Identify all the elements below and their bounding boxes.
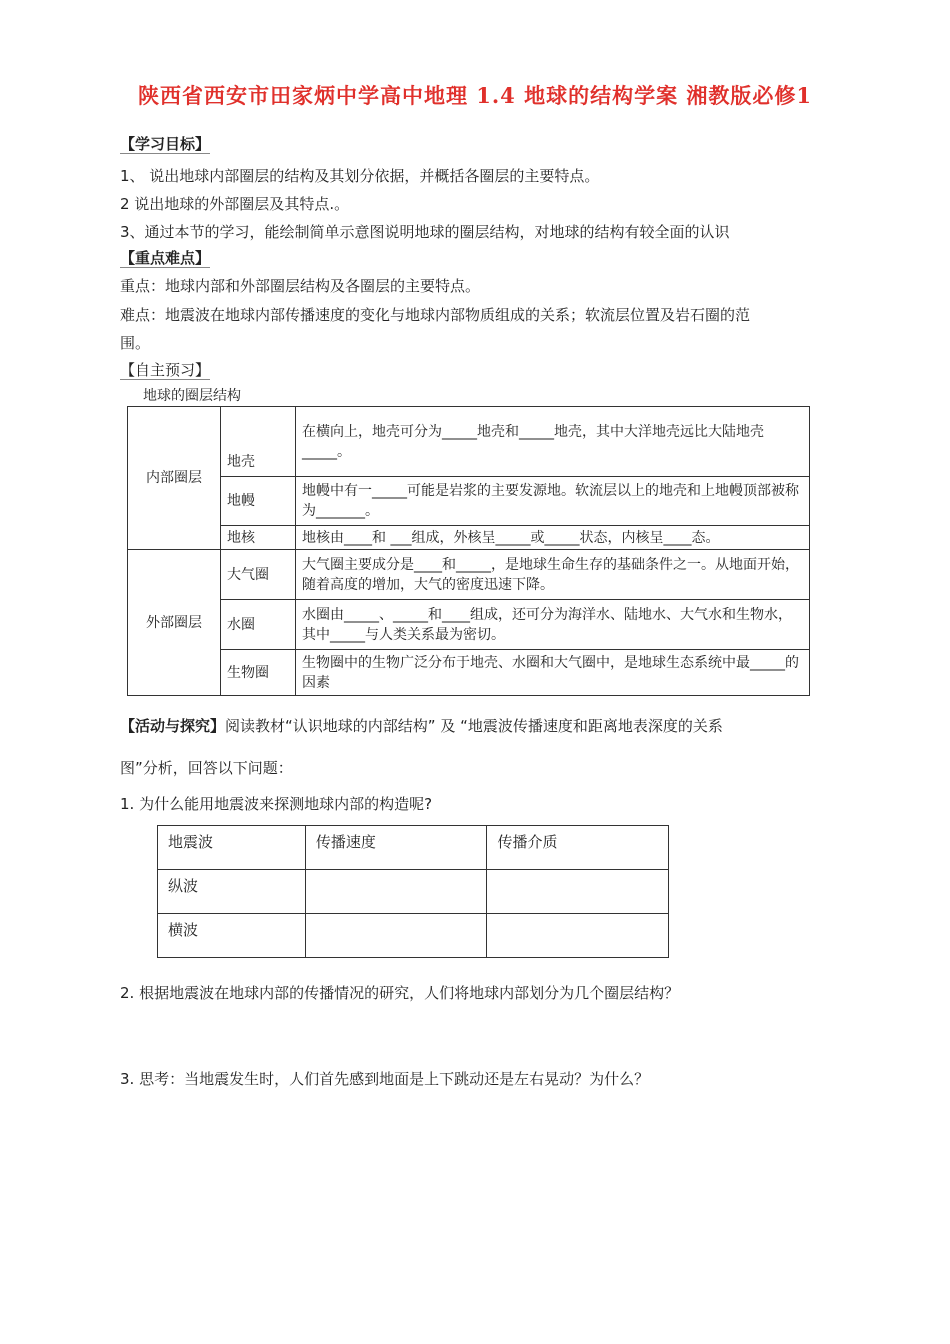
key-points-header: 【重点难点】 xyxy=(120,249,211,267)
preview-header: 【自主预习】 xyxy=(120,361,211,379)
layer-description: 地幔中有一_____可能是岩浆的主要发源地。软流层以上的地壳和上地幔顶部被称为_______。 xyxy=(296,477,810,526)
seismic-wave-table xyxy=(157,825,669,958)
layer-name: 地幔 xyxy=(221,477,296,526)
layer-name: 水圈 xyxy=(221,600,296,650)
table-header: 传播速度 xyxy=(305,826,487,870)
activity-intro: 【活动与探究】阅读教材“认识地球的内部结构” 及 “地震波传播速度和距离地表深度的关系 xyxy=(120,717,723,735)
question-1: 1. 为什么能用地震波来探测地球内部的构造呢? xyxy=(120,795,433,813)
difficulty-text: 难点：地震波在地球内部传播速度的变化与地球内部物质组成的关系；软流层位置及岩石圈的范 xyxy=(120,306,751,324)
inner-layers-label: 内部圈层 xyxy=(128,407,221,550)
layer-description: 大气圈主要成分是____和_____，是地球生命生存的基础条件之一。从地面开始，随着高度的增加，大气的密度迅速下降。 xyxy=(296,550,810,600)
difficulty-text-cont: 围。 xyxy=(120,334,151,352)
question-2: 2. 根据地震波在地球内部的传播情况的研究，人们将地球内部划分为几个圈层结构？ xyxy=(120,984,680,1002)
layer-description: 生物圈中的生物广泛分布于地壳、水圈和大气圈中，是地球生态系统中最_____的因素 xyxy=(296,650,810,696)
wave-type: 纵波 xyxy=(158,870,306,914)
layer-description: 地核由____和 ___组成，外核呈_____或_____状态，内核呈____态。 xyxy=(296,526,810,550)
layer-name: 地核 xyxy=(221,526,296,550)
preview-caption: 地球的圈层结构 xyxy=(143,388,241,404)
wave-type: 横波 xyxy=(158,914,306,958)
layer-name: 大气圈 xyxy=(221,550,296,600)
layer-name: 地壳 xyxy=(221,407,296,477)
goal-item-3: 3、通过本节的学习，能绘制简单示意图说明地球的圈层结构，对地球的结构有较全面的认识 xyxy=(120,223,730,241)
layer-description: 在横向上，地壳可分为_____地壳和_____地壳，其中大洋地壳远比大陆地壳_____。 xyxy=(296,407,810,477)
goal-item-2: 2 说出地球的外部圈层及其特点.。 xyxy=(120,195,350,213)
table-header: 地震波 xyxy=(158,826,306,870)
table-header: 传播介质 xyxy=(487,826,669,870)
answer-cell[interactable] xyxy=(487,914,669,958)
table-row xyxy=(158,870,669,914)
page-title: 陕西省西安市田家炳中学高中地理 1.4 地球的结构学案 湘教版必修1 xyxy=(137,83,813,108)
answer-cell[interactable] xyxy=(305,870,487,914)
goal-item-1: 1、 说出地球内部圈层的结构及其划分依据，并概括各圈层的主要特点。 xyxy=(120,167,600,185)
question-3: 3. 思考：当地震发生时，人们首先感到地面是上下跳动还是左右晃动？为什么？ xyxy=(120,1070,650,1088)
activity-intro-cont: 图”分析，回答以下问题： xyxy=(120,759,293,777)
table-row xyxy=(158,914,669,958)
layer-name: 生物圈 xyxy=(221,650,296,696)
answer-cell[interactable] xyxy=(487,870,669,914)
outer-layers-label: 外部圈层 xyxy=(128,550,221,696)
answer-cell[interactable] xyxy=(305,914,487,958)
layer-description: 水圈由_____、_____和____组成，还可分为海洋水、陆地水、大气水和生物水，其中_____与人类关系最为密切。 xyxy=(296,600,810,650)
activity-header: 【活动与探究】 xyxy=(120,717,226,735)
goals-header: 【学习目标】 xyxy=(120,135,211,153)
layer-structure-table xyxy=(127,406,810,696)
focus-text: 重点：地球内部和外部圈层结构及各圈层的主要特点。 xyxy=(120,277,481,295)
